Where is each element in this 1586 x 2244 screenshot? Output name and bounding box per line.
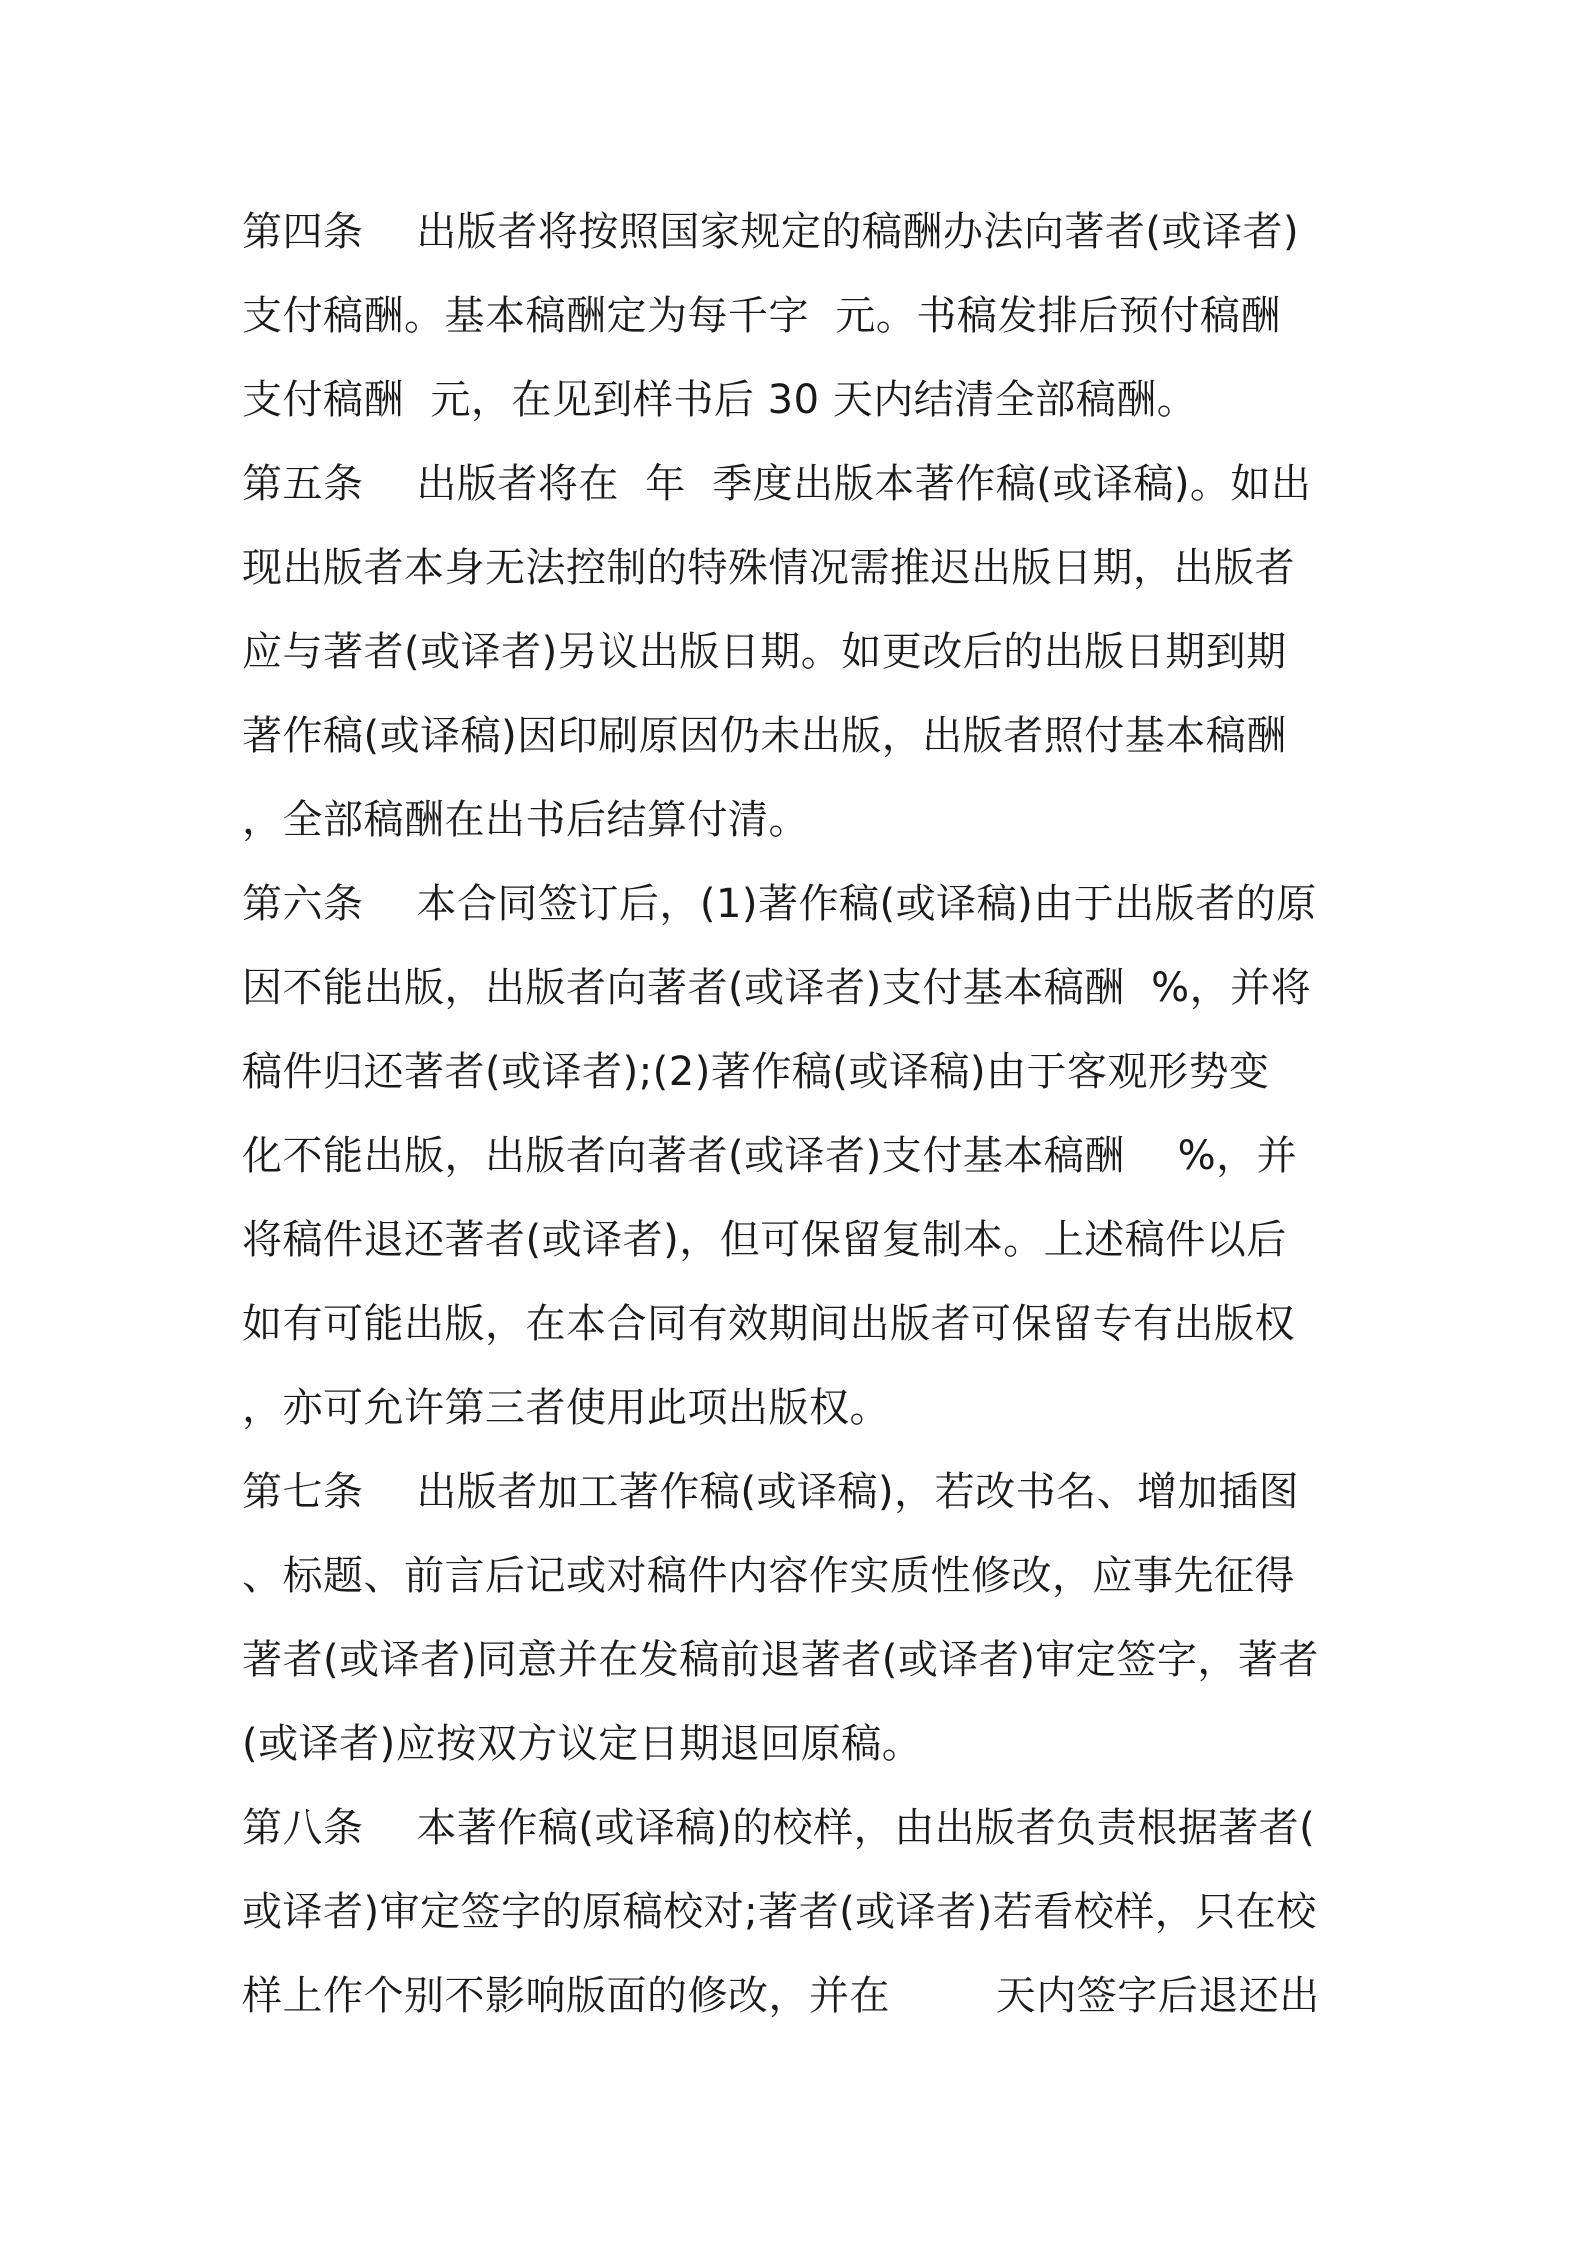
article-7-line-3: 著者(或译者)同意并在发稿前退著者(或译者)审定签字，著者 (242, 1637, 1319, 1683)
article-5-line-5: ，全部稿酬在出书后结算付清。 (242, 797, 809, 843)
article-8-line-2: 或译者)审定签字的原稿校对;著者(或译者)若看校样，只在校 (242, 1889, 1317, 1935)
article-8-line-1: 第八条 本著作稿(或译稿)的校样，由出版者负责根据著者( (242, 1805, 1316, 1851)
article-6-line-7: ，亦可允许第三者使用此项出版权。 (242, 1385, 890, 1431)
article-7-line-1: 第七条 出版者加工著作稿(或译稿)，若改书名、增加插图 (242, 1469, 1300, 1515)
article-4-line-3: 支付稿酬 元，在见到样书后 30 天内结清全部稿酬。 (242, 377, 1198, 423)
article-6-line-6: 如有可能出版，在本合同有效期间出版者可保留专有出版权 (242, 1301, 1295, 1347)
article-4-line-2: 支付稿酬。基本稿酬定为每千字 元。书稿发排后预付稿酬 (242, 293, 1281, 339)
contract-body-text (242, 190, 1362, 2038)
article-5-line-4: 著作稿(或译稿)因印刷原因仍未出版，出版者照付基本稿酬 (242, 713, 1287, 759)
article-6-line-1: 第六条 本合同签订后，(1)著作稿(或译稿)由于出版者的原 (242, 881, 1317, 927)
article-6-line-3: 稿件归还著者(或译者);(2)著作稿(或译稿)由于客观形势变 (242, 1049, 1270, 1095)
article-5-line-1: 第五条 出版者将在 年 季度出版本著作稿(或译稿)。如出 (242, 461, 1312, 507)
article-4-line-1: 第四条 出版者将按照国家规定的稿酬办法向著者(或译者) (242, 209, 1300, 255)
article-5-line-3: 应与著者(或译者)另议出版日期。如更改后的出版日期到期 (242, 629, 1287, 675)
article-5-line-2: 现出版者本身无法控制的特殊情况需推迟出版日期，出版者 (242, 545, 1295, 591)
article-7-line-2: 、标题、前言后记或对稿件内容作实质性修改，应事先征得 (242, 1553, 1295, 1599)
article-6-line-2: 因不能出版，出版者向著者(或译者)支付基本稿酬 %，并将 (242, 965, 1312, 1011)
article-6-line-5: 将稿件退还著者(或译者)，但可保留复制本。上述稿件以后 (242, 1217, 1287, 1263)
article-8-line-3: 样上作个别不影响版面的修改，并在 天内签字后退还出 (242, 1973, 1320, 2019)
article-6-line-4: 化不能出版，出版者向著者(或译者)支付基本稿酬 %，并 (242, 1133, 1298, 1179)
article-7-line-4: (或译者)应按双方议定日期退回原稿。 (242, 1721, 923, 1767)
